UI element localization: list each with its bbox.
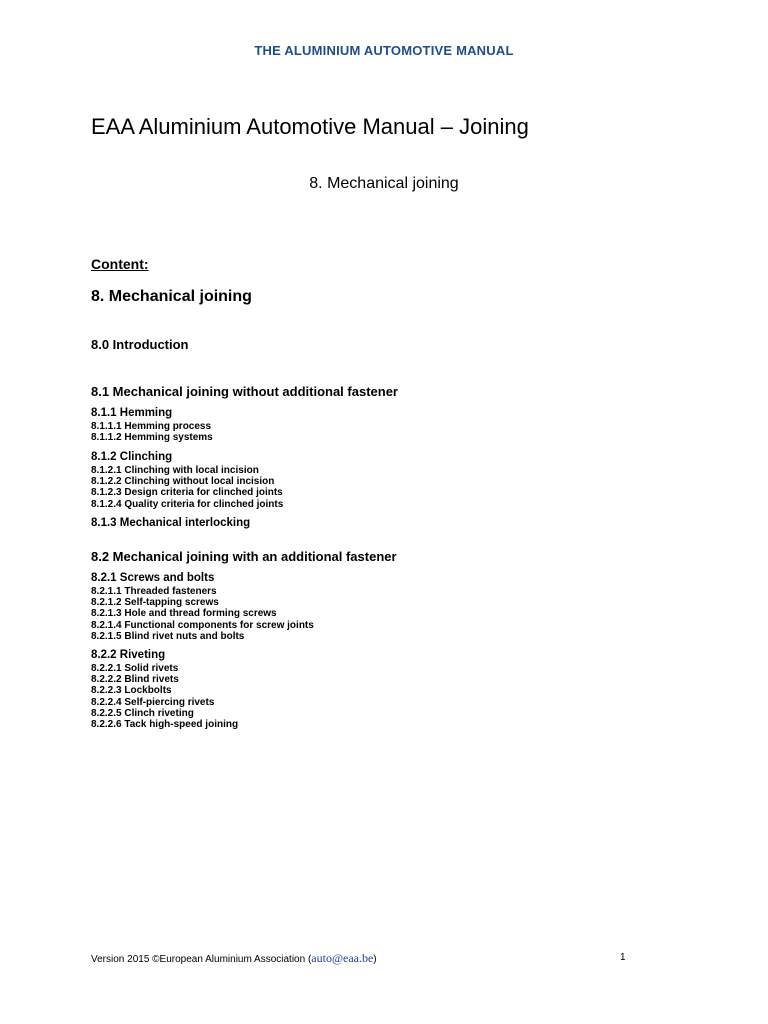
toc-item: 8.2.2.2 Blind rivets: [91, 674, 179, 686]
toc-item: 8.2.2.4 Self-piercing rivets: [91, 696, 215, 708]
toc-section-8-2: 8.2 Mechanical joining with an additional fastener: [91, 549, 397, 564]
document-title: EAA Aluminium Automotive Manual – Joining: [91, 114, 529, 139]
toc-chapter-heading: 8. Mechanical joining: [91, 288, 252, 305]
chapter-title: 8. Mechanical joining: [309, 175, 459, 192]
toc-list-8-1-1: [91, 421, 491, 443]
footer-version-text: Version 2015 ©European Aluminium Association (: [91, 954, 312, 965]
toc-item: 8.2.2.6 Tack high-speed joining: [91, 719, 239, 731]
toc-section-intro: 8.0 Introduction: [91, 337, 189, 352]
page-number: 1: [620, 952, 626, 963]
toc-item: 8.1.1.2 Hemming systems: [91, 432, 213, 444]
toc-item: 8.2.1.1 Threaded fasteners: [91, 586, 217, 597]
toc-subsection-8-2-1: 8.2.1 Screws and bolts: [91, 572, 215, 584]
toc-list-8-2-2: [91, 663, 491, 730]
toc-item: 8.2.1.3 Hole and thread forming screws: [91, 608, 277, 620]
footer-email-link[interactable]: auto@eaa.be: [311, 951, 374, 965]
toc-subsection-8-2-2: 8.2.2 Riveting: [91, 649, 166, 661]
toc-subsection-8-1-1: 8.1.1 Hemming: [91, 407, 173, 419]
content-label: Content:: [91, 256, 149, 272]
toc-item: 8.2.2.3 Lockbolts: [91, 685, 172, 697]
toc-item: 8.1.1.1 Hemming process: [91, 421, 212, 432]
toc-list-8-2-1: [91, 586, 491, 642]
toc-item: 8.1.2.2 Clinching without local incision: [91, 476, 275, 488]
toc-item: 8.2.2.5 Clinch riveting: [91, 707, 194, 719]
toc-item: 8.1.2.4 Quality criteria for clinched joints: [91, 498, 284, 510]
toc-item: 8.2.1.4 Functional components for screw joints: [91, 619, 314, 631]
toc-item: 8.1.2.1 Clinching with local incision: [91, 465, 259, 476]
toc-item: 8.2.1.5 Blind rivet nuts and bolts: [91, 630, 245, 642]
toc-item: 8.2.2.1 Solid rivets: [91, 663, 179, 674]
running-header: THE ALUMINIUM AUTOMOTIVE MANUAL: [254, 43, 514, 58]
footer-closing-paren: ): [373, 954, 377, 965]
toc-item: 8.2.1.2 Self-tapping screws: [91, 597, 219, 609]
toc-item: 8.1.2.3 Design criteria for clinched joints: [91, 487, 283, 499]
toc-list-8-1-2: [91, 465, 491, 510]
toc-subsection-8-1-2: 8.1.2 Clinching: [91, 451, 173, 463]
toc-subsection-8-1-3: 8.1.3 Mechanical interlocking: [91, 517, 251, 529]
toc-section-8-1: 8.1 Mechanical joining without additional fastener: [91, 384, 398, 399]
footer: [91, 951, 377, 966]
